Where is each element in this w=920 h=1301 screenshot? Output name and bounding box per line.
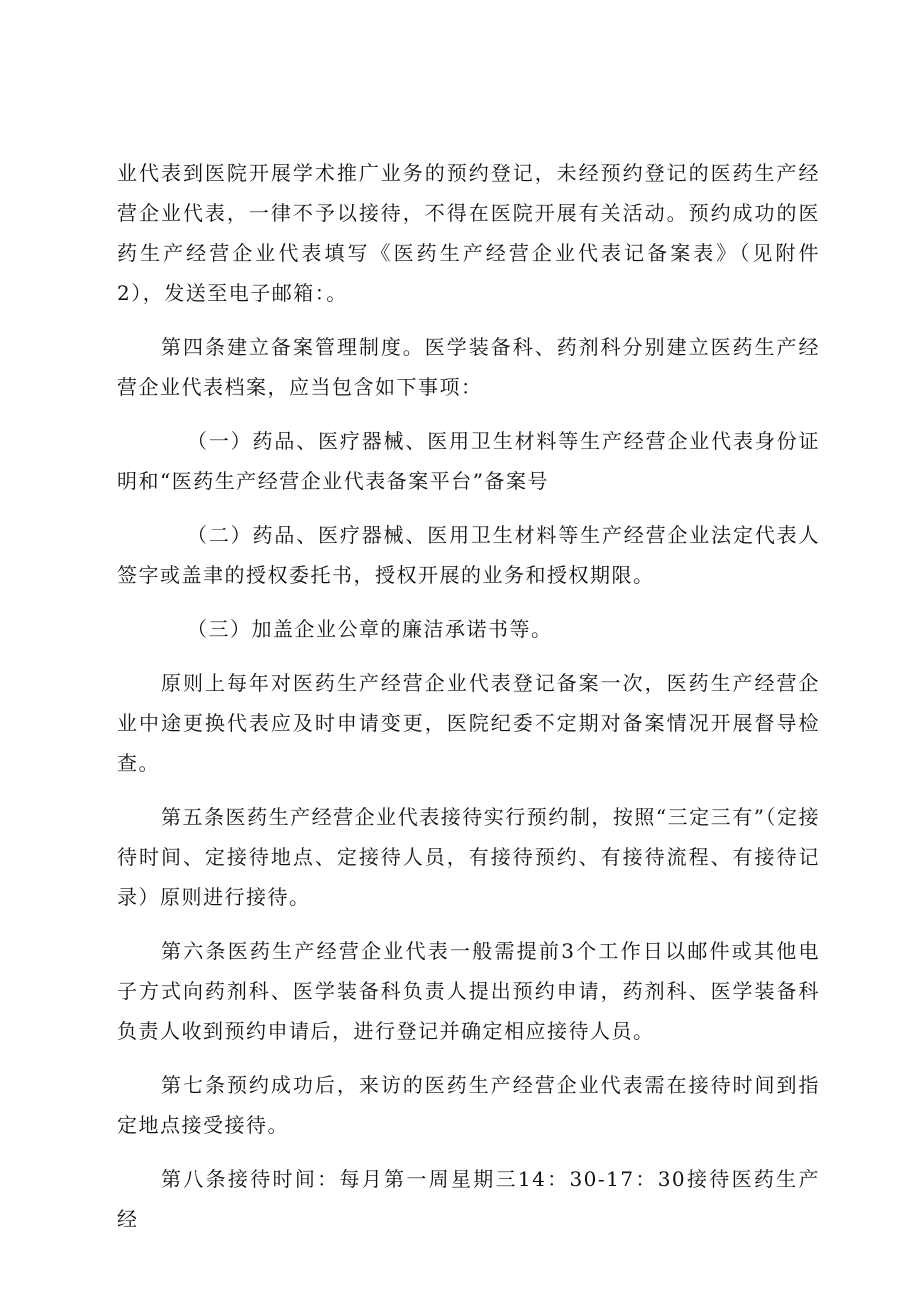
document-body [117, 153, 820, 1239]
paragraph-item-2: （二）药品、医疗器械、医用卫生材料等生产经营企业法定代表人签字或盖聿的授权委托书，授权开展的业务和授权期限。 [117, 523, 820, 587]
paragraph-article-8: 第八条接待时间：每月第一周星期三14：30-17：30接待医药生产经 [117, 1167, 820, 1231]
paragraph-item-1: （一）药品、医疗器械、医用卫生材料等生产经营企业代表身份证明和“医药生产经营企业代表备案平台”备案号 [117, 429, 820, 493]
paragraph-article-5: 第五条医药生产经营企业代表接待实行预约制，按照“三定三有”（定接待时间、定接待地点、定接待人员，有接待预约、有接待流程、有接待记录）原则进行接待。 [117, 805, 820, 909]
paragraph-article-7: 第七条预约成功后，来访的医药生产经营企业代表需在接待时间到指定地点接受接待。 [117, 1073, 820, 1137]
paragraph-article-6: 第六条医药生产经营企业代表一般需提前3个工作日以邮件或其他电子方式向药剂科、医学装备科负责人提出预约申请，药剂科、医学装备科负责人收到预约申请后，进行登记并确定相应接待人员。 [117, 939, 820, 1043]
paragraph-item-3: （三）加盖企业公章的廉洁承诺书等。 [187, 617, 553, 641]
paragraph-annual-registration: 原则上每年对医药生产经营企业代表登记备案一次，医药生产经营企业中途更换代表应及时申请变更，医院纪委不定期对备案情况开展督导检查。 [117, 671, 820, 775]
paragraph-article-4: 第四条建立备案管理制度。医学装备科、药剂科分别建立医药生产经营企业代表档案，应当包含如下事项： [117, 335, 820, 399]
paragraph-continuation: 业代表到医院开展学术推广业务的预约登记，未经预约登记的医药生产经营企业代表，一律不予以接待，不得在医院开展有关活动。预约成功的医药生产经营企业代表填写《医药生产经营企业代表记备案表》（见附件2），发送至电子邮箱：。 [117, 161, 820, 305]
